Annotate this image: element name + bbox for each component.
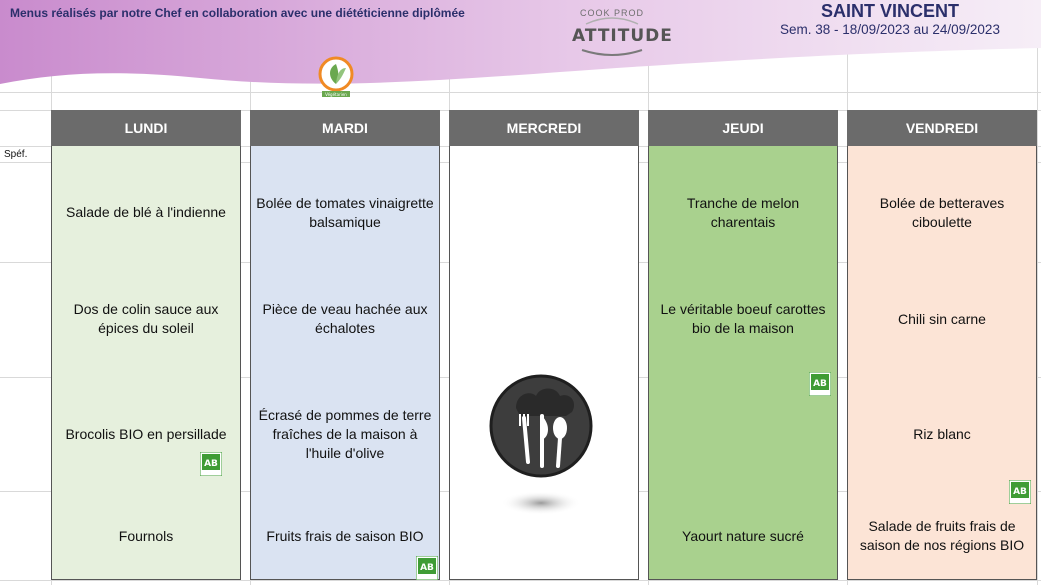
dish-starter: Salade de blé à l'indienne bbox=[66, 204, 226, 220]
week-range: Sem. 38 - 18/09/2023 au 24/09/2023 bbox=[780, 22, 1000, 37]
dish-starter: Bolée de tomates vinaigrette balsamique bbox=[256, 195, 434, 230]
dish-dessert: Fournols bbox=[118, 528, 174, 544]
dish-starter: Tranche de melon charentais bbox=[686, 195, 800, 230]
chef-hat-cutlery-icon bbox=[486, 368, 596, 528]
dish-starter: Bolée de betteraves ciboulette bbox=[879, 195, 1005, 230]
svg-text:AB: AB bbox=[1013, 487, 1027, 497]
bio-label-icon bbox=[416, 556, 438, 580]
logo-line1: COOK PROD bbox=[579, 8, 644, 18]
day-column-mardi bbox=[250, 110, 440, 580]
bio-label-icon bbox=[200, 452, 222, 476]
day-header: JEUDI bbox=[648, 110, 838, 146]
bio-label-icon bbox=[1009, 480, 1031, 504]
day-menu bbox=[648, 146, 838, 580]
day-menu bbox=[250, 146, 440, 580]
cook-prod-attitude-logo bbox=[572, 6, 673, 62]
day-header: VENDREDI bbox=[847, 110, 1037, 146]
logo-line2: ATTITUDE bbox=[572, 26, 673, 46]
vegetarian-badge-icon bbox=[316, 56, 356, 98]
dish-side: Brocolis BIO en persillade bbox=[65, 426, 227, 442]
dish-main: Dos de colin sauce aux épices du soleil bbox=[73, 301, 219, 336]
day-column-lundi bbox=[51, 110, 241, 580]
dish-dessert: Salade de fruits frais de saison de nos régions BIO bbox=[859, 518, 1025, 553]
school-name: SAINT VINCENT bbox=[820, 1, 959, 21]
dish-main: Chili sin carne bbox=[898, 311, 986, 327]
svg-text:AB: AB bbox=[813, 379, 827, 389]
dish-side: Riz blanc bbox=[913, 426, 971, 442]
day-menu bbox=[449, 146, 639, 580]
dish-dessert: Fruits frais de saison BIO bbox=[266, 528, 424, 544]
day-menu bbox=[51, 146, 241, 580]
day-header: MERCREDI bbox=[449, 110, 639, 146]
dish-main: Pièce de veau hachée aux échalotes bbox=[262, 301, 428, 336]
day-column-vendredi bbox=[847, 110, 1037, 580]
intro-text: Menus réalisés par notre Chef en collaboration avec une diététicienne diplômée bbox=[10, 6, 465, 20]
svg-text:AB: AB bbox=[204, 459, 218, 469]
day-header: LUNDI bbox=[51, 110, 241, 146]
day-column-jeudi bbox=[648, 110, 838, 580]
day-menu bbox=[847, 146, 1037, 580]
day-header: MARDI bbox=[250, 110, 440, 146]
dish-main: Le véritable boeuf carottes bio de la maison bbox=[660, 301, 826, 336]
svg-text:AB: AB bbox=[420, 563, 434, 573]
day-column-mercredi bbox=[449, 110, 639, 580]
bio-label-icon bbox=[809, 372, 831, 396]
svg-text:Végétarien: Végétarien bbox=[325, 92, 347, 97]
dish-side: Écrasé de pommes de terre fraîches de la maison à l'huile d'olive bbox=[258, 407, 432, 461]
dish-dessert: Yaourt nature sucré bbox=[682, 528, 804, 544]
row-label: Spéf. bbox=[4, 149, 28, 160]
